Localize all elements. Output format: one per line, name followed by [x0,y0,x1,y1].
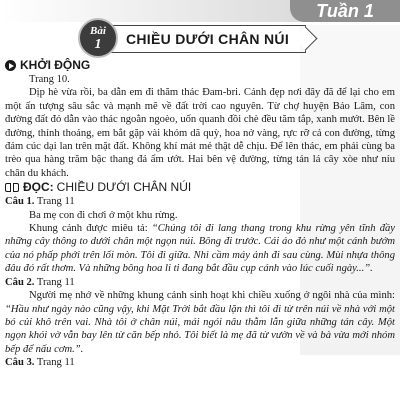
question-label: Câu 1. [5,196,35,208]
week-label: Tuần 1 [290,0,400,22]
reading-heading-title: CHIỀU DƯỚI CHÂN NÚI [56,180,192,195]
question-1-header [5,195,395,208]
question-2-quote: “Hầu như ngày nào cũng vậy, khi Mặt Trời bắt đầu lặn thì tôi đi từ trên núi về nhà với một bó củi khô trên vai. Nhà tôi ở chân núi, mái ngói nâu thẫm lẫn giữa những tán cây. Một ngọn khói vờ vẫn bay lên từ căn bếp nhỏ. Tôi biết là mẹ đã từ vườn về và bà vừa mới nhóm bếp để nấu cơm.”. [5,303,395,355]
page-content [5,58,395,370]
question-page: Trang 11 [36,196,75,208]
question-3-header [5,356,395,369]
question-page: Trang 11 [36,357,75,369]
reading-heading-label: ĐỌC: [23,180,54,195]
question-2-detail [5,289,395,356]
question-label: Câu 2. [5,276,35,288]
lesson-badge [78,18,118,58]
question-1-answer: Ba mẹ con đi chơi ở một khu rừng. [29,209,178,221]
question-page: Trang 11 [36,276,75,288]
warmup-paragraph: Dịp hè vừa rồi, ba dẫn em đi thăm thác Đam-bri. Cảnh đẹp nơi đây đã để lại cho em một ấn tượng sâu sắc và mạnh mẽ về đất trời cao nguyên. Từ chợ huyện Bảo Lâm, con đường đất đỏ dẫn vào thác ngoằn ngoèo, uốn quanh đồi chè đều tăm tắp, xanh mướt. Bên lề đường, thỉnh thoảng, em bắt gặp vài khóm dã quỳ, hoa nở vàng, rực rỡ cả con đường, từng đám cúc dại lan trên mặt đất. Không khí mát mẻ thật dễ chịu. Để lên thác, em phải cùng ba trèo qua hàng trăm bậc thang đá ẩm ướt. Hai bên vệ đường, từng tán lá cây xòe như níu chân du khách. [5,87,395,179]
question-1-quote: “Chúng tôi đi lang thang trong khu rừng yên tĩnh đầy những cây thông to dưới chân một ngọn núi. Bông đi trước. Cái áo đỏ như một cánh bướm của nó phấp phới trên lối mòn. Tôi đi giữa. Nhi cầm máy ảnh đi sau cùng. Mùi nhựa thông đâu đó rất thơm. Và những bông hoa li ti đang bắt đầu cụp cánh vào lúc cuối ngày...”. [5,223,395,275]
lesson-title: CHIỀU DƯỚI CHÂN NÚI [110,25,306,53]
warmup-heading-text: KHỞI ĐỘNG [20,58,91,72]
question-label: Câu 3. [5,357,35,369]
warmup-page-ref: Trang 10. [29,74,70,85]
play-icon [5,60,16,71]
lesson-number: 1 [94,37,102,52]
reading-heading [5,180,395,195]
question-2-intro: Người mẹ nhớ về những khung cảnh sinh hoạt khi chiều xuống ở ngôi nhà của mình: [29,290,395,302]
book-icon [5,183,19,193]
question-1-intro: Khung cảnh được miêu tả: [29,223,152,235]
warmup-heading [5,58,395,73]
lesson-label: Bài [90,25,106,37]
question-1-detail [5,222,395,276]
question-2-header [5,276,395,289]
